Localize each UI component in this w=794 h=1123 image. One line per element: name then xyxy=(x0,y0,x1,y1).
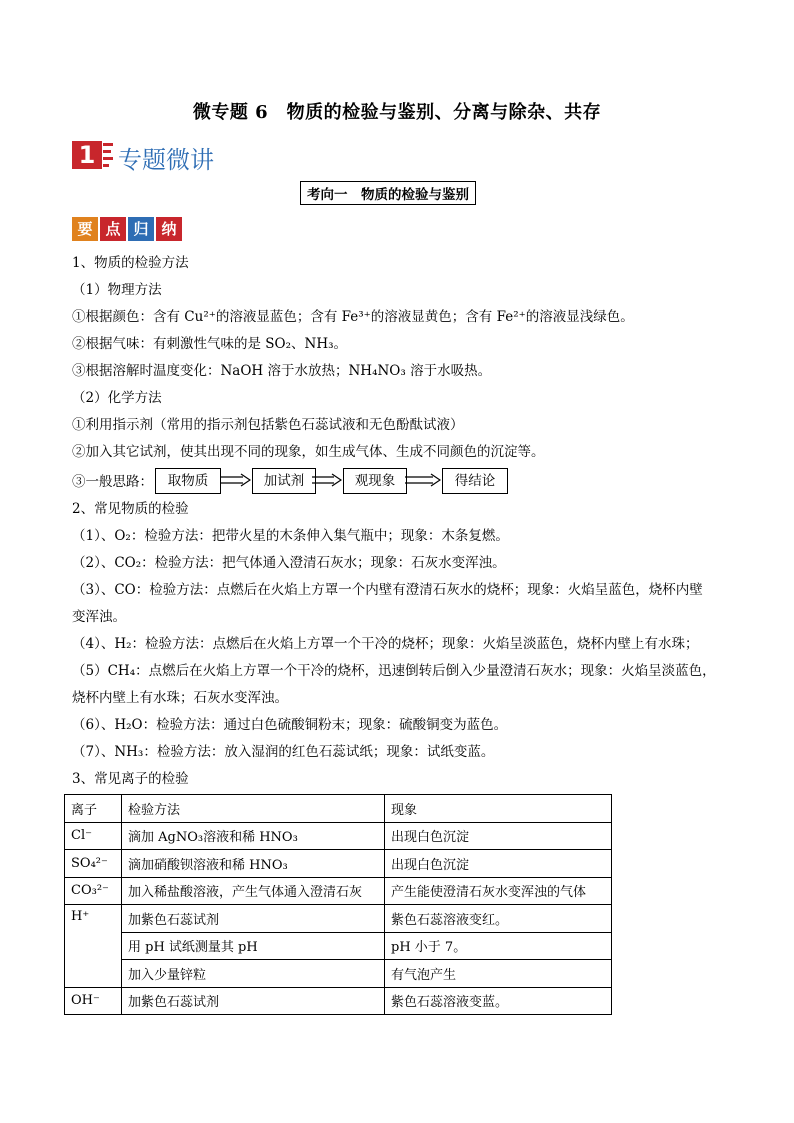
result-cell: pH 小于 7。 xyxy=(385,932,612,960)
text-line: 烧杯内壁上有水珠；石灰水变浑浊。 xyxy=(72,690,288,706)
result-cell: 紫色石蕊溶液变红。 xyxy=(385,905,612,933)
double-arrow-icon xyxy=(221,473,251,487)
tag-char: 要 xyxy=(72,217,98,241)
table-row xyxy=(65,822,612,850)
text-line: （6）、H₂O：检验方法：通过白色硫酸铜粉末；现象：硫酸铜变为蓝色。 xyxy=(72,717,508,733)
topic-box: 考向一 物质的检验与鉴别 xyxy=(300,181,476,205)
flow-step: 加试剂 xyxy=(252,468,316,494)
result-cell: 紫色石蕊溶液变蓝。 xyxy=(385,987,612,1015)
section-decor-bars xyxy=(103,143,113,167)
table-row xyxy=(65,877,612,905)
table-header: 离子 xyxy=(65,795,122,823)
double-arrow-icon xyxy=(312,473,342,487)
text-line: （3）、CO：检验方法：点燃后在火焰上方罩一个内壁有澄清石灰水的烧杯；现象：火焰呈蓝色，烧杯内壁 xyxy=(72,582,703,598)
ion-test-table xyxy=(64,794,612,1015)
table-header: 检验方法 xyxy=(122,795,385,823)
sub-heading-physical: （1）物理方法 xyxy=(72,282,162,298)
tag-char: 点 xyxy=(100,217,126,241)
result-cell: 产生能使澄清石灰水变浑浊的气体 xyxy=(385,877,612,905)
text-line: ②根据气味：有刺激性气味的是 SO₂、NH₃。 xyxy=(72,336,348,352)
heading-2: 2、常见物质的检验 xyxy=(72,501,189,517)
text-line: （4）、H₂：检验方法：点燃后在火焰上方罩一个干冷的烧杯；现象：火焰呈淡蓝色，烧杯内壁上有水珠； xyxy=(72,636,699,652)
result-cell: 出现白色沉淀 xyxy=(385,822,612,850)
table-row xyxy=(65,987,612,1015)
tag-char: 归 xyxy=(128,217,154,241)
text-line: ③一般思路： xyxy=(72,474,153,490)
flow-step: 观现象 xyxy=(343,468,407,494)
ion-cell: CO₃²⁻ xyxy=(65,877,122,905)
text-line: （7）、NH₃：检验方法：放入湿润的红色石蕊试纸；现象：试纸变蓝。 xyxy=(72,744,495,760)
text-line: ①利用指示剂（常用的指示剂包括紫色石蕊试液和无色酚酞试液） xyxy=(72,417,464,433)
method-cell: 加入稀盐酸溶液，产生气体通入澄清石灰 xyxy=(122,877,385,905)
heading-1: 1、物质的检验方法 xyxy=(72,255,189,271)
ion-cell: H⁺ xyxy=(65,905,122,988)
text-line: 变浑浊。 xyxy=(72,609,126,625)
text-line: （5）CH₄：点燃后在火焰上方罩一个干冷的烧杯，迅速倒转后倒入少量澄清石灰水；现象：火焰呈淡蓝色， xyxy=(72,663,716,679)
method-cell: 滴加 AgNO₃溶液和稀 HNO₃ xyxy=(122,822,385,850)
section-title: 专题微讲 xyxy=(118,146,214,174)
method-cell: 用 pH 试纸测量其 pH xyxy=(122,932,385,960)
result-cell: 有气泡产生 xyxy=(385,960,612,988)
method-cell: 加紫色石蕊试剂 xyxy=(122,905,385,933)
sub-heading-chemical: （2）化学方法 xyxy=(72,390,162,406)
flow-step: 取物质 xyxy=(155,468,221,494)
page-title: 微专题 6 物质的检验与鉴别、分离与除杂、共存 xyxy=(192,102,602,123)
table-header-row xyxy=(65,795,612,823)
method-cell: 加入少量锌粒 xyxy=(122,960,385,988)
ion-cell: OH⁻ xyxy=(65,987,122,1015)
table-row xyxy=(65,850,612,878)
result-cell: 出现白色沉淀 xyxy=(385,850,612,878)
text-line: （2）、CO₂：检验方法：把气体通入澄清石灰水；现象：石灰水变浑浊。 xyxy=(72,555,506,571)
flow-step: 得结论 xyxy=(442,468,508,494)
ion-cell: SO₄²⁻ xyxy=(65,850,122,878)
table-row xyxy=(65,905,612,933)
method-cell: 滴加硝酸钡溶液和稀 HNO₃ xyxy=(122,850,385,878)
method-cell: 加紫色石蕊试剂 xyxy=(122,987,385,1015)
table-row xyxy=(65,932,612,960)
section-number-badge: 1 xyxy=(72,141,102,169)
table-row xyxy=(65,960,612,988)
ion-cell: Cl⁻ xyxy=(65,822,122,850)
double-arrow-icon xyxy=(405,473,441,487)
heading-3: 3、常见离子的检验 xyxy=(72,771,189,787)
tag-char: 纳 xyxy=(156,217,182,241)
text-line: ①根据颜色：含有 Cu²⁺的溶液显蓝色；含有 Fe³⁺的溶液显黄色；含有 Fe²⁺的溶液显浅绿色。 xyxy=(72,309,634,325)
text-line: ②加入其它试剂，使其出现不同的现象，如生成气体、生成不同颜色的沉淀等。 xyxy=(72,444,545,460)
text-line: ③根据溶解时温度变化：NaOH 溶于水放热；NH₄NO₃ 溶于水吸热。 xyxy=(72,363,492,379)
table-header: 现象 xyxy=(385,795,612,823)
text-line: （1）、O₂：检验方法：把带火星的木条伸入集气瓶中；现象：木条复燃。 xyxy=(72,528,509,544)
